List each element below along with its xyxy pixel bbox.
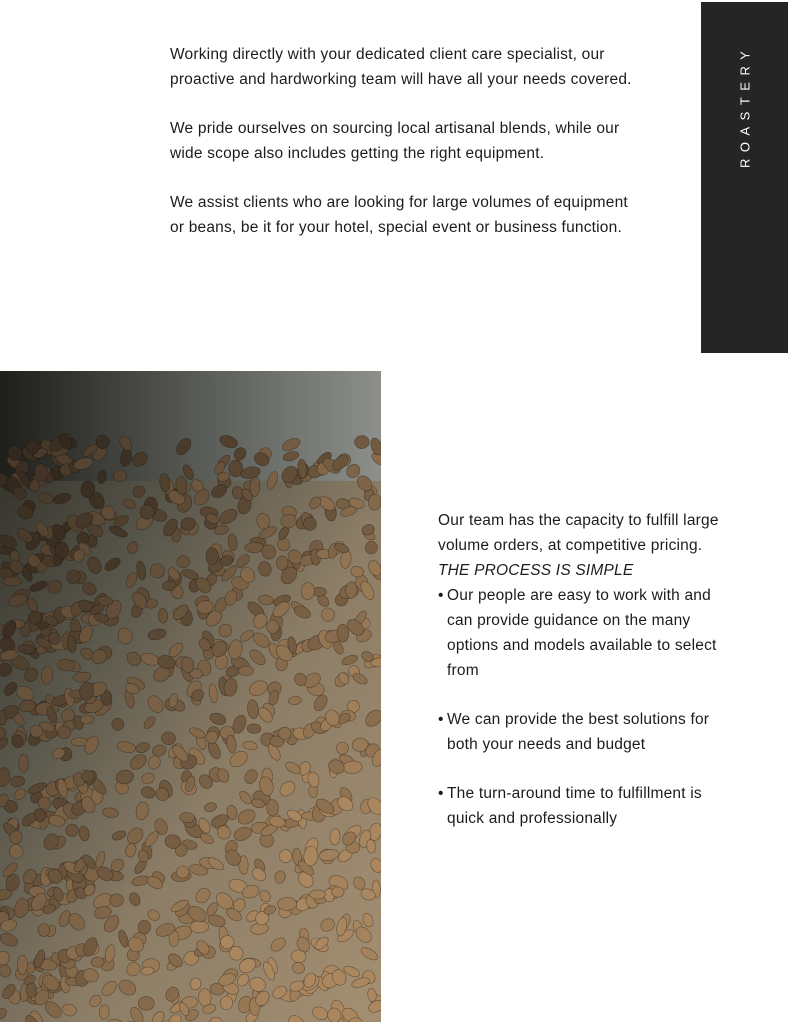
coffee-bean: [140, 505, 154, 520]
coffee-bean: [17, 955, 27, 974]
coffee-bean: [38, 924, 50, 937]
bullet-glyph: •: [438, 711, 444, 728]
coffee-bean: [238, 666, 253, 676]
coffee-bean: [266, 799, 278, 816]
coffee-bean: [80, 715, 94, 724]
right-column: [438, 508, 738, 831]
coffee-bean: [26, 983, 37, 998]
process-bullet-1: [438, 583, 738, 683]
coffee-bean: [113, 470, 127, 482]
intro-text: [170, 42, 640, 264]
intro-paragraph-3: We assist clients who are looking for large volumes of equipment or beans, be it for your hotel, special event or business function.: [170, 194, 628, 236]
bullet-text: We can provide the best solutions for both your needs and budget: [447, 711, 710, 753]
coffee-bean: [138, 997, 154, 1011]
process-bullet-2: [438, 707, 738, 757]
coffee-bean: [310, 890, 326, 899]
coffee-bean: [206, 547, 219, 565]
process-title: THE PROCESS IS SIMPLE: [438, 562, 634, 579]
side-tab: [701, 2, 788, 353]
lead-paragraph: Our team has the capacity to fulfill large volume orders, at competitive pricing.: [438, 512, 719, 554]
side-tab-label: ROASTERY: [737, 44, 752, 168]
bullet-text: Our people are easy to work with and can provide guidance on the many options and models available to select from: [447, 587, 717, 679]
coffee-bean: [3, 577, 21, 586]
coffee-beans-photo: [0, 371, 381, 1022]
coffee-bean: [220, 996, 233, 1010]
bullet-glyph: •: [438, 587, 444, 604]
coffee-bean: [19, 754, 29, 773]
bullet-text: The turn-around time to fulfillment is quick and professionally: [447, 785, 702, 827]
process-bullet-3: [438, 781, 738, 831]
coffee-bean: [245, 542, 264, 553]
bullet-glyph: •: [438, 785, 444, 802]
intro-paragraph-2: We pride ourselves on sourcing local artisanal blends, while our wide scope also includes getting the right equipment.: [170, 120, 620, 162]
intro-paragraph-1: Working directly with your dedicated client care specialist, our proactive and hardworking team will have all your needs covered.: [170, 46, 632, 88]
